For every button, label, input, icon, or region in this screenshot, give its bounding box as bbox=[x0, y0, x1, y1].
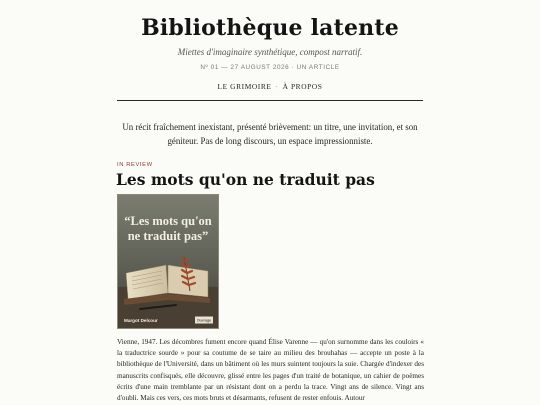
issue-meta: Nº 01 — 27 AUGUST 2026 · UN ARTICLE bbox=[200, 64, 340, 71]
nav-link-grimoire[interactable]: LE GRIMOIRE bbox=[217, 82, 272, 91]
cover-publisher: Ouvrage bbox=[196, 318, 212, 323]
book-cover-image bbox=[117, 194, 219, 329]
book-cover-illustration bbox=[118, 195, 218, 328]
post-body: Vienne, 1947. Les décombres fument encore quand Élise Varenne — qu'on surnomme dans les couloirs « la traductrice sourde » pour sa coutume de se taire au milieu des brouhahas — accepte un poste à la bibliothèque de l'Université, dans un bâtiment où les murs suintent toujours la suie. Chargée d'indexer des manuscrits confisqués, elle découvre, glissé entre les pages d'un traité de botanique, un cahier de poèmes écrits d'une main tremblante par un résistant dont on a perdu la trace. Vingt ans de silence. Vingt ans d'oubli. Mais ces vers, ces mots bruts et désarmants, refusent de rester enfouis. Autour bbox=[117, 338, 424, 403]
nav-link-a-propos[interactable]: À PROPOS bbox=[282, 82, 323, 91]
site-title[interactable]: Bibliothèque latente bbox=[141, 15, 399, 41]
masthead-divider bbox=[117, 100, 423, 101]
site-tagline: Miettes d'imaginaire synthétique, compost narratif. bbox=[177, 47, 363, 57]
post-kicker: IN REVIEW bbox=[117, 162, 153, 168]
cover-author: Margot Delcour bbox=[124, 318, 158, 323]
cover-title-line1: “Les mots qu'on bbox=[124, 214, 212, 228]
nav-separator: · bbox=[275, 82, 279, 91]
intro-text: Un récit fraîchement inexistant, présenté brièvement: un titre, une invitation, et son géniteur. Pas de long discours, un espace impressionniste. bbox=[122, 122, 418, 146]
cover-title-line2: ne traduit pas” bbox=[127, 229, 209, 243]
main-nav bbox=[0, 82, 540, 91]
post-title[interactable]: Les mots qu'on ne traduit pas bbox=[116, 170, 375, 189]
